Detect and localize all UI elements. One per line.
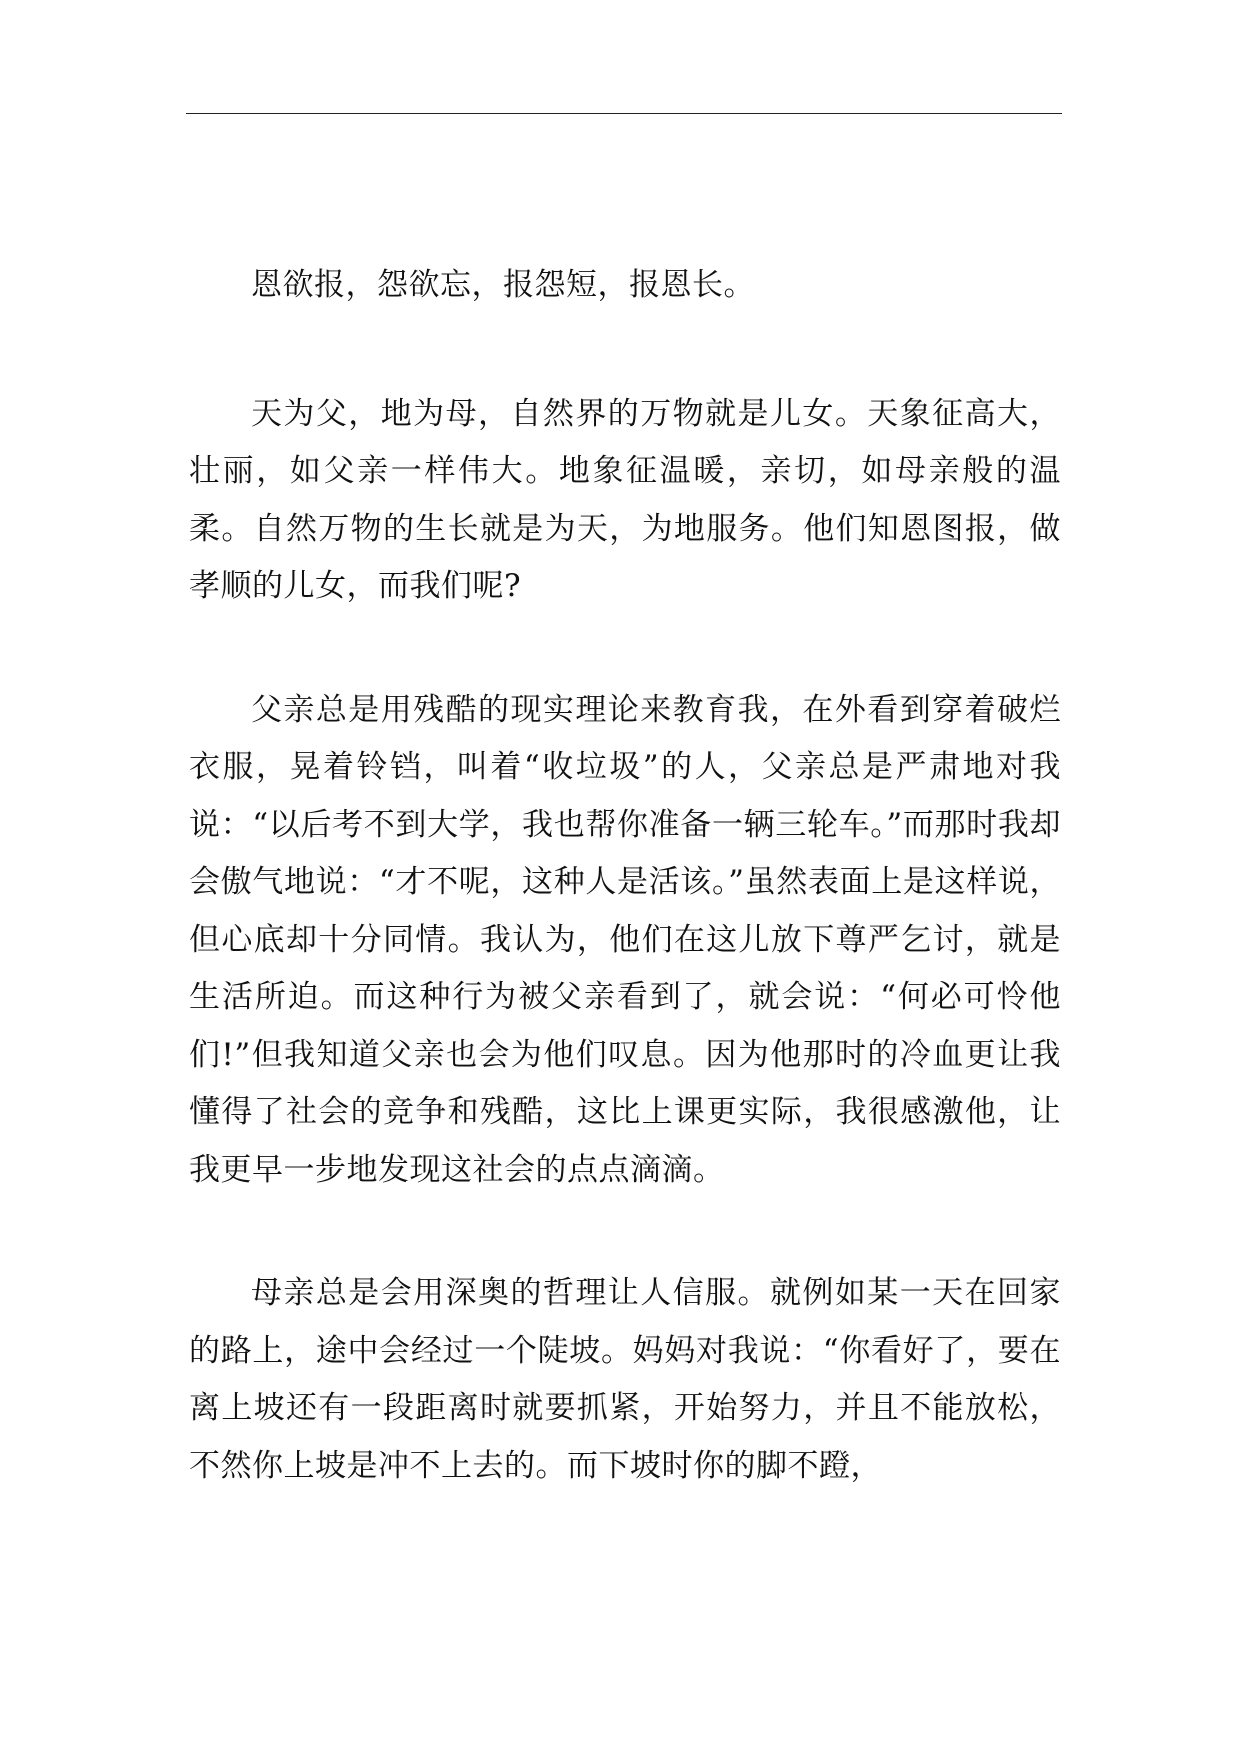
paragraph-2: 天为父，地为母，自然界的万物就是儿女。天象征高大，壮丽，如父亲一样伟大。地象征温暖，亲切，如母亲般的温柔。自然万物的生长就是为天，为地服务。他们知恩图报，做孝顺的儿女，而我们呢? [189, 395, 1061, 604]
paragraph-4: 母亲总是会用深奥的哲理让人信服。就例如某一天在回家的路上，途中会经过一个陡坡。妈妈对我说：“你看好了，要在离上坡还有一段距离时就要抓紧，开始努力，并且不能放松，不然你上坡是冲不上去的。而下坡时你的脚不蹬， [189, 1275, 1061, 1484]
paragraph-3: 父亲总是用残酷的现实理论来教育我，在外看到穿着破烂衣服，晃着铃铛，叫着“收垃圾”的人，父亲总是严肃地对我说：“以后考不到大学，我也帮你准备一辆三轮车。”而那时我却会傲气地说：“才不呢，这种人是活该。”虽然表面上是这样说，但心底却十分同情。我认为，他们在这儿放下尊严乞讨，就是生活所迫。而这种行为被父亲看到了，就会说：“何必可怜他们!”但我知道父亲也会为他们叹息。因为他那时的冷血更让我懂得了社会的竞争和残酷，这比上课更实际，我很感激他，让我更早一步地发现这社会的点点滴滴。 [189, 691, 1061, 1188]
paragraph-1: 恩欲报，怨欲忘，报怨短，报恩长。 [251, 267, 755, 303]
header-rule [186, 113, 1062, 114]
document-body [189, 257, 1061, 1561]
